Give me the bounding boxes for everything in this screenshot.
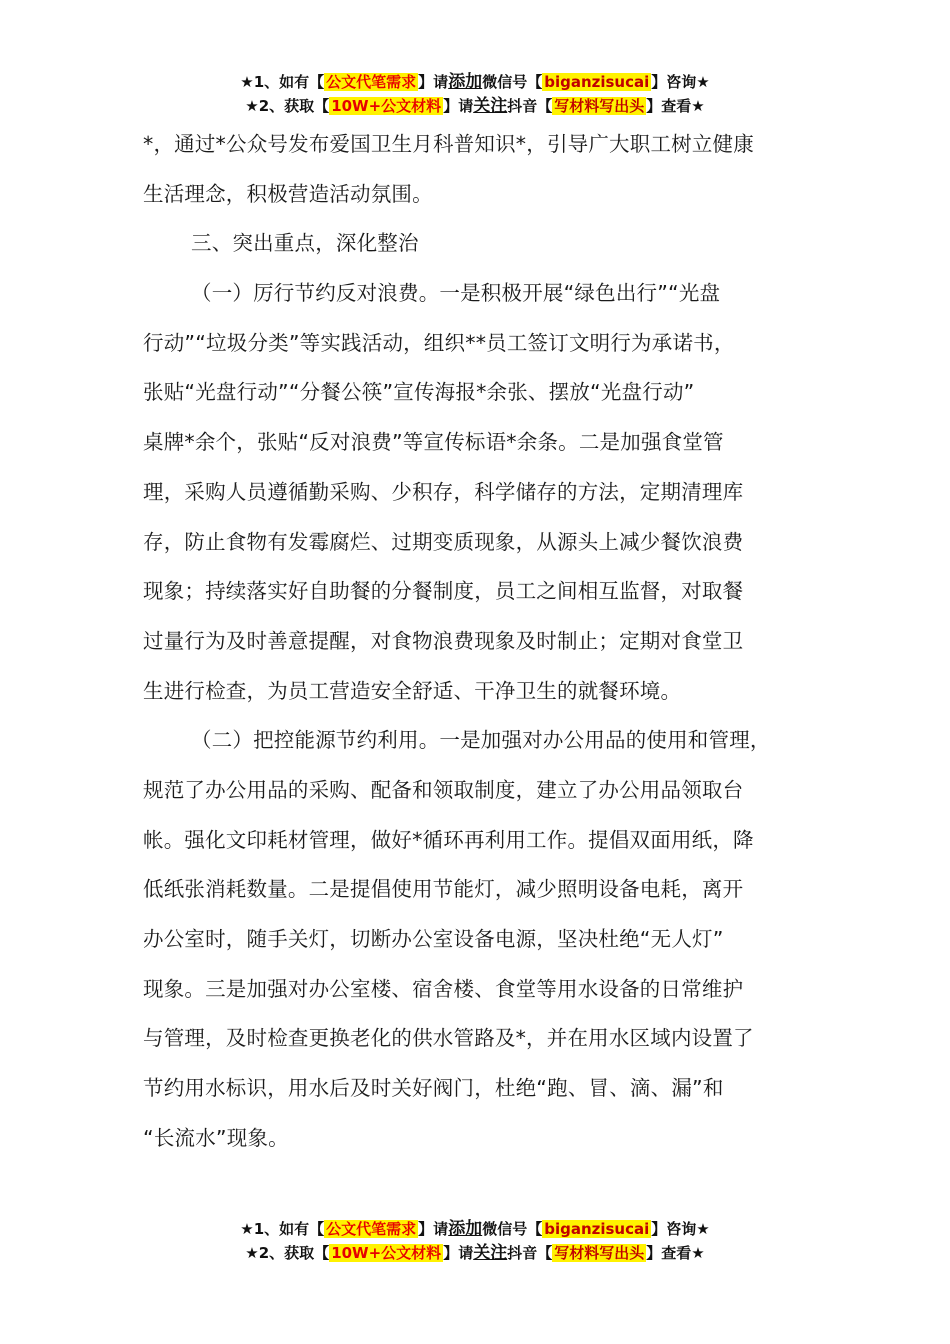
banner-highlight: 10W+公文材料 <box>331 1244 442 1262</box>
banner-text: 抖音【 <box>507 97 553 115</box>
banner-underlined: 关注 <box>473 96 508 116</box>
paragraph-line: “长流水”现象。 <box>143 1125 289 1150</box>
banner-line-1 <box>0 1217 950 1241</box>
banner-text: 】请 <box>418 1220 449 1238</box>
banner-text: 】请 <box>443 1244 474 1262</box>
paragraph-line: 低纸张消耗数量。二是提倡使用节能灯，减少照明设备电耗，离开 <box>143 877 744 902</box>
banner-text: 】查看★ <box>646 1244 705 1262</box>
banner-underlined: 关注 <box>473 1243 508 1263</box>
banner-text: 抖音【 <box>507 1244 553 1262</box>
banner-text: 微信号【 <box>482 1220 543 1238</box>
banner-line-1 <box>0 70 950 94</box>
banner-highlight-wechat: biganzisucai <box>544 73 650 91</box>
banner-text: ★1、如有【 <box>240 73 325 91</box>
paragraph-line: 规范了办公用品的采购、配备和领取制度，建立了办公用品领取台 <box>143 777 744 802</box>
paragraph-line: 办公室时，随手关灯，切断办公室设备电源，坚决杜绝“无人灯” <box>143 927 724 951</box>
paragraph-line: 张贴“光盘行动”“分餐公筷”宣传海报*余张、摆放“光盘行动” <box>143 380 695 405</box>
banner-text: 】请 <box>418 73 449 91</box>
paragraph-line: （二）把控能源节约利用。一是加强对办公用品的使用和管理， <box>191 728 771 753</box>
banner-highlight: 公文代笔需求 <box>326 73 417 91</box>
banner-highlight-wechat: biganzisucai <box>544 1220 650 1238</box>
banner-text: 微信号【 <box>482 73 543 91</box>
banner-highlight-douyin: 写材料写出头 <box>554 97 645 115</box>
banner-highlight: 10W+公文材料 <box>331 97 442 115</box>
paragraph-line: 桌牌*余个，张贴“反对浪费”等宣传标语*余条。二是加强食堂管 <box>143 430 724 455</box>
banner-underlined: 添加 <box>448 72 483 92</box>
banner-line-2 <box>0 1241 950 1265</box>
bottom-banner <box>0 1217 950 1265</box>
banner-highlight-douyin: 写材料写出头 <box>554 1244 645 1262</box>
paragraph-line: 过量行为及时善意提醒，对食物浪费现象及时制止；定期对食堂卫 <box>143 628 744 653</box>
banner-text: ★2、获取【 <box>245 1244 330 1262</box>
paragraph-line: 生进行检查，为员工营造安全舒适、干净卫生的就餐环境。 <box>143 678 682 703</box>
paragraph-line: 现象；持续落实好自助餐的分餐制度，员工之间相互监督，对取餐 <box>143 579 744 604</box>
paragraph-line: 存，防止食物有发霉腐烂、过期变质现象，从源头上减少餐饮浪费 <box>143 529 744 554</box>
paragraph-line: 帐。强化文印耗材管理，做好*循环再利用工作。提倡双面用纸，降 <box>143 827 754 852</box>
banner-text: ★2、获取【 <box>245 97 330 115</box>
top-banner <box>0 70 950 118</box>
paragraph-line: 生活理念，积极营造活动氛围。 <box>143 181 433 206</box>
paragraph-line: 节约用水标识，用水后及时关好阀门，杜绝“跑、冒、滴、漏”和 <box>143 1076 724 1101</box>
banner-highlight: 公文代笔需求 <box>326 1220 417 1238</box>
banner-underlined: 添加 <box>448 1219 483 1239</box>
section-heading: 三、突出重点，深化整治 <box>191 231 419 256</box>
banner-line-2 <box>0 94 950 118</box>
banner-text: 】咨询★ <box>651 73 710 91</box>
banner-text: 】请 <box>443 97 474 115</box>
paragraph-line: *，通过*公众号发布爱国卫生月科普知识*，引导广大职工树立健康 <box>143 132 754 156</box>
paragraph-line: （一）厉行节约反对浪费。一是积极开展“绿色出行”“光盘 <box>191 281 721 306</box>
banner-text: ★1、如有【 <box>240 1220 325 1238</box>
document-body <box>143 120 815 1163</box>
banner-text: 】咨询★ <box>651 1220 710 1238</box>
paragraph-line: 行动”“垃圾分类”等实践活动，组织**员工签订文明行为承诺书， <box>143 330 735 355</box>
banner-text: 】查看★ <box>646 97 705 115</box>
paragraph-line: 现象。三是加强对办公室楼、宿舍楼、食堂等用水设备的日常维护 <box>143 976 744 1001</box>
paragraph-line: 与管理，及时检查更换老化的供水管路及*，并在用水区域内设置了 <box>143 1026 754 1051</box>
paragraph-line: 理，采购人员遵循勤采购、少积存，科学储存的方法，定期清理库 <box>143 479 744 504</box>
